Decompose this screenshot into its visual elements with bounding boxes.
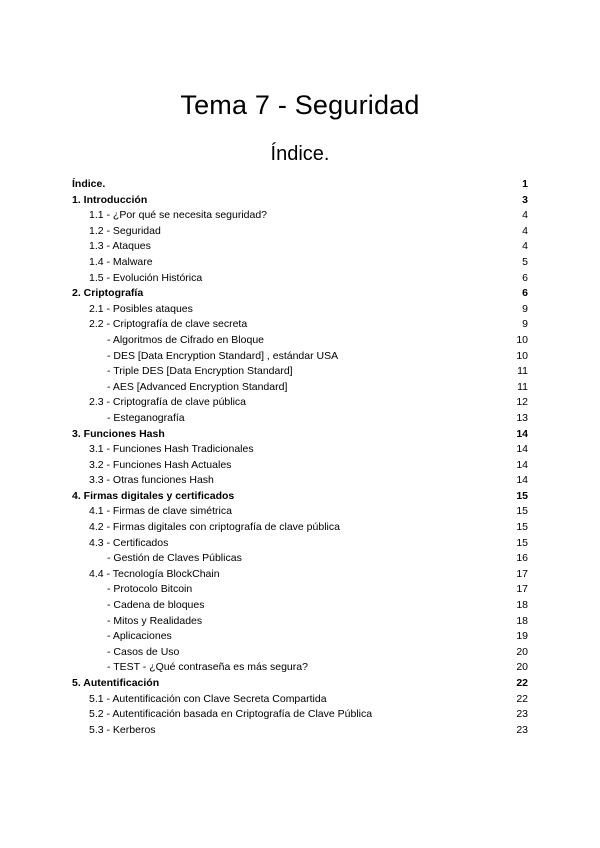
- toc-subsection-entry[interactable]: [72, 208, 528, 224]
- toc-section-entry[interactable]: [72, 286, 528, 302]
- toc-page-number: 10: [516, 349, 528, 362]
- toc-subsection-entry[interactable]: [72, 224, 528, 240]
- toc-subitem-entry[interactable]: [72, 598, 528, 614]
- toc-subsection-entry[interactable]: [72, 317, 528, 333]
- toc-entry-label: 2.1 - Posibles ataques: [89, 302, 193, 315]
- toc-subsection-entry[interactable]: [72, 520, 528, 536]
- toc-subsection-entry[interactable]: [72, 707, 528, 723]
- toc-subsection-entry[interactable]: [72, 255, 528, 271]
- toc-page-number: 10: [516, 333, 528, 346]
- toc-page-number: 19: [516, 630, 528, 643]
- toc-page-number: 17: [516, 567, 528, 580]
- toc-subitem-entry[interactable]: [72, 660, 528, 676]
- toc-entry-label: - Protocolo Bitcoin: [107, 583, 193, 596]
- toc-subsection-entry[interactable]: [72, 302, 528, 318]
- toc-entry-label: 5.1 - Autentificación con Clave Secreta Compartida: [89, 692, 327, 705]
- toc-subsection-entry[interactable]: [72, 504, 528, 520]
- toc-page-number: 13: [516, 411, 528, 424]
- toc-entry-label: 4.4 - Tecnología BlockChain: [89, 567, 220, 580]
- toc-entry-label: - DES [Data Encryption Standard] , estándar USA: [107, 349, 339, 362]
- toc-page-number: 14: [516, 427, 528, 440]
- toc-entry-label: - Aplicaciones: [107, 630, 172, 643]
- toc-section-entry[interactable]: [72, 193, 528, 209]
- toc-page-number: 20: [516, 645, 528, 658]
- toc-entry-label: 1. Introducción: [72, 193, 148, 206]
- toc-entry-label: - Gestión de Claves Públicas: [107, 552, 242, 565]
- toc-entry-label: 2. Criptografía: [72, 287, 144, 300]
- toc-page-number: 4: [522, 209, 528, 222]
- toc-page-number: 14: [516, 458, 528, 471]
- toc-page-number: 1: [522, 178, 528, 190]
- toc-entry-label: 3.3 - Otras funciones Hash: [89, 474, 214, 487]
- toc-section-entry[interactable]: [72, 177, 528, 193]
- toc-section-entry[interactable]: [72, 676, 528, 692]
- toc-subsection-entry[interactable]: [72, 395, 528, 411]
- toc-subsection-entry[interactable]: [72, 239, 528, 255]
- toc-page-number: 14: [516, 474, 528, 487]
- toc-page-number: 18: [516, 599, 528, 612]
- toc-entry-label: 4.2 - Firmas digitales con criptografía de clave pública: [89, 521, 340, 534]
- toc-page-number: 15: [516, 521, 528, 534]
- toc-entry-label: 4.1 - Firmas de clave simétrica: [89, 505, 232, 518]
- toc-entry-label: 4. Firmas digitales y certificados: [72, 489, 235, 502]
- toc-page-number: 4: [522, 224, 528, 237]
- toc-section-entry[interactable]: [72, 489, 528, 505]
- toc-page-number: 9: [522, 318, 528, 331]
- toc-page-number: 23: [516, 723, 528, 736]
- toc-entry-label: 5.3 - Kerberos: [89, 723, 156, 736]
- toc-subitem-entry[interactable]: [72, 614, 528, 630]
- toc-page-number: 18: [516, 614, 528, 627]
- toc-subitem-entry[interactable]: [72, 349, 528, 365]
- toc-page-number: 14: [516, 443, 528, 456]
- toc-entry-label: 3. Funciones Hash: [72, 427, 165, 440]
- toc-entry-label: - Esteganografía: [107, 411, 185, 424]
- toc-page-number: 4: [522, 240, 528, 253]
- index-heading: Índice.: [270, 142, 330, 165]
- toc-page-number: 15: [516, 505, 528, 518]
- toc-subsection-entry[interactable]: [72, 458, 528, 474]
- toc-page-number: 9: [522, 302, 528, 315]
- toc-page-number: 6: [522, 271, 528, 284]
- toc-page-number: 11: [517, 380, 528, 393]
- toc-subsection-entry[interactable]: [72, 567, 528, 583]
- toc-page-number: 3: [522, 193, 528, 206]
- toc-entry-label: 1.3 - Ataques: [89, 240, 151, 253]
- toc-entry-label: 1.4 - Malware: [89, 255, 153, 268]
- table-of-contents: [72, 177, 528, 738]
- toc-subsection-entry[interactable]: [72, 692, 528, 708]
- toc-subitem-entry[interactable]: [72, 411, 528, 427]
- toc-page-number: 12: [516, 396, 528, 409]
- toc-page-number: 15: [516, 536, 528, 549]
- toc-subitem-entry[interactable]: [72, 551, 528, 567]
- toc-entry-label: 2.3 - Criptografía de clave pública: [89, 396, 247, 409]
- toc-entry-label: 1.2 - Seguridad: [89, 224, 161, 237]
- toc-page-number: 17: [516, 583, 528, 596]
- toc-entry-label: 3.1 - Funciones Hash Tradicionales: [89, 443, 254, 456]
- page-title: Tema 7 - Seguridad: [180, 90, 420, 121]
- toc-subsection-entry[interactable]: [72, 442, 528, 458]
- toc-subsection-entry[interactable]: [72, 473, 528, 489]
- toc-page-number: 20: [516, 661, 528, 674]
- toc-section-entry[interactable]: [72, 427, 528, 443]
- toc-entry-label: 2.2 - Criptografía de clave secreta: [89, 318, 248, 331]
- toc-subitem-entry[interactable]: [72, 582, 528, 598]
- toc-entry-label: 5. Autentificación: [72, 677, 160, 689]
- toc-subsection-entry[interactable]: [72, 536, 528, 552]
- toc-page-number: 15: [516, 489, 528, 502]
- toc-entry-label: - Cadena de bloques: [107, 599, 205, 612]
- toc-page-number: 5: [522, 255, 528, 268]
- toc-entry-label: 1.1 - ¿Por qué se necesita seguridad?: [89, 209, 268, 222]
- toc-page-number: 22: [516, 692, 528, 705]
- toc-subitem-entry[interactable]: [72, 333, 528, 349]
- toc-subsection-entry[interactable]: [72, 723, 528, 739]
- toc-entry-label: 4.3 - Certificados: [89, 536, 169, 549]
- toc-subitem-entry[interactable]: [72, 380, 528, 396]
- toc-subsection-entry[interactable]: [72, 271, 528, 287]
- toc-page-number: 11: [517, 365, 528, 378]
- toc-subitem-entry[interactable]: [72, 629, 528, 645]
- toc-entry-label: 1.5 - Evolución Histórica: [89, 271, 203, 284]
- toc-entry-label: 3.2 - Funciones Hash Actuales: [89, 458, 232, 471]
- toc-entry-label: - Algoritmos de Cifrado en Bloque: [107, 333, 265, 346]
- toc-page-number: 16: [516, 552, 528, 565]
- toc-page-number: 6: [522, 287, 528, 300]
- toc-page-number: 23: [516, 708, 528, 721]
- toc-entry-label: - Casos de Uso: [107, 645, 180, 658]
- toc-entry-label: - AES [Advanced Encryption Standard]: [107, 380, 288, 393]
- toc-subitem-entry[interactable]: [72, 364, 528, 380]
- toc-entry-label: 5.2 - Autentificación basada en Criptografía de Clave Pública: [89, 708, 373, 721]
- toc-entry-label: - TEST - ¿Qué contraseña es más segura?: [107, 661, 308, 674]
- toc-page-number: 22: [516, 677, 528, 689]
- toc-entry-label: - Triple DES [Data Encryption Standard]: [107, 365, 293, 378]
- toc-entry-label: Índice.: [72, 178, 106, 190]
- toc-entry-label: - Mitos y Realidades: [107, 614, 203, 627]
- toc-subitem-entry[interactable]: [72, 645, 528, 661]
